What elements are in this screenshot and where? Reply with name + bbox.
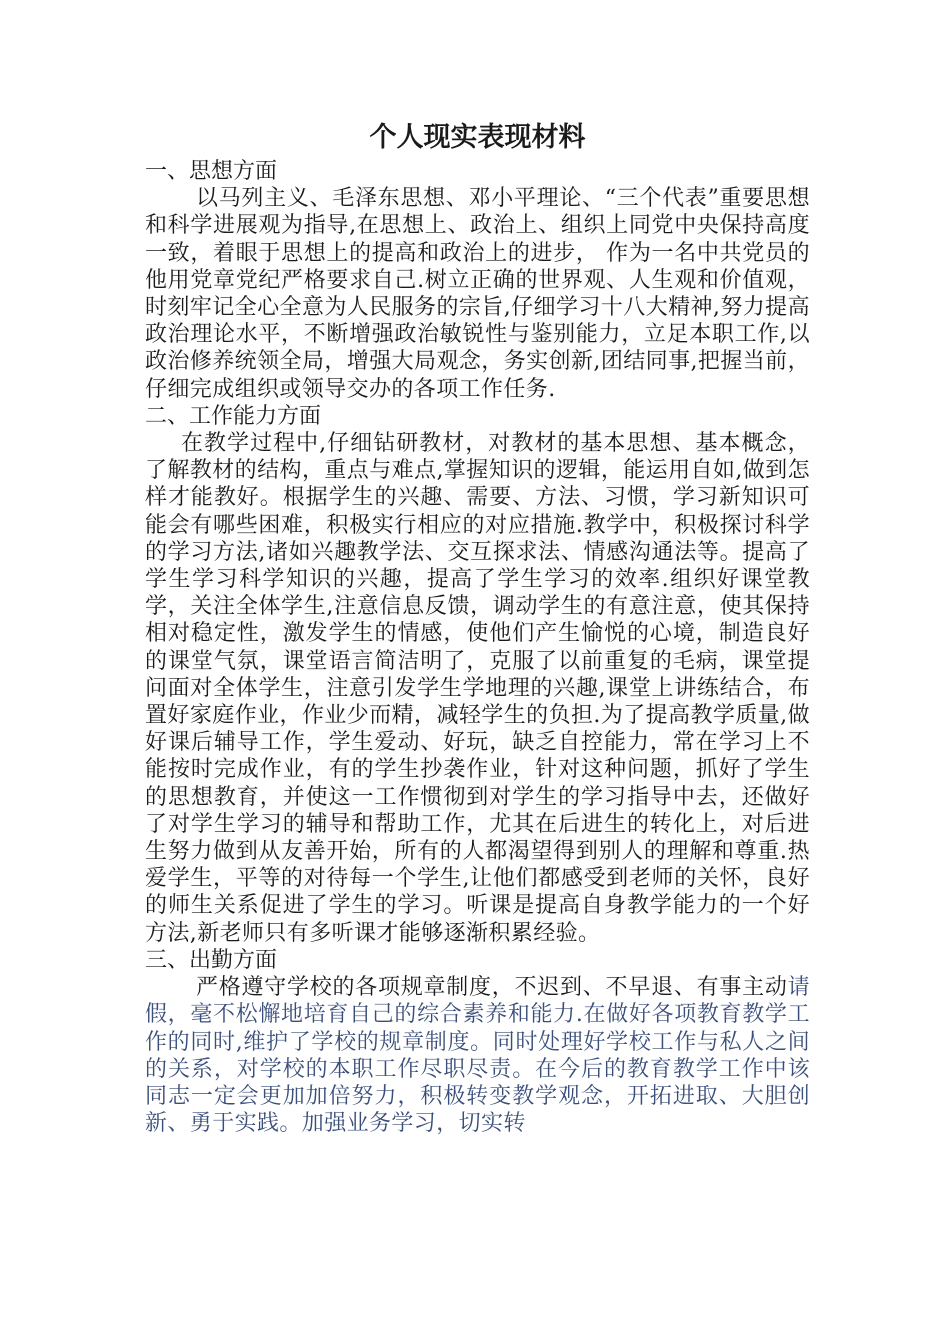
section-body-thought: 以马列主义、毛泽东思想、邓小平理论、“三个代表”重要思想和科学进展观为指导,在思想上、政治上、组织上同党中央保持高度一致，着眼于思想上的提高和政治上的进步， 作为一名中共党员的他用党章党纪严格要求自己.树立正确的世界观、人生观和价值观，时刻牢记全心全意为人民服务的宗旨,仔细学习十八大精神,努力提高政治理论水平，不断增强政治敏锐性与鉴别能力，立足本职工作,以政治修养统领全局，增强大局观念，务实创新,团结同事,把握当前，仔细完成组织或领导交办的各项工作任务. xyxy=(145,186,810,402)
attendance-text-dark: 严格遵守学校的各项规章制度，不迟到、不早退、有事主动 xyxy=(196,975,788,1001)
section-body-attendance xyxy=(145,974,810,1137)
attendance-text-blue: 请假，毫不松懈地培育自己的综合素养和能力.在做好各项教育教学工作的同时,维护了学校的规章制度。同时处理好学校工作与私人之间的关系，对学校的本职工作尽职尽责。在今后的教育教学工作中该同志一定会更加加倍努力，积极转变教学观念，开拓进取、大胆创新、勇于实践。加强业务学习，切实转 xyxy=(145,975,810,1137)
section-heading-work-ability: 二、工作能力方面 xyxy=(145,403,322,429)
section-thought xyxy=(145,158,810,403)
section-heading-thought: 一、思想方面 xyxy=(145,159,278,184)
section-body-work-ability: 在教学过程中,仔细钻研教材，对教材的基本思想、基本概念，了解教材的结构，重点与难点,掌握知识的逻辑，能运用自如,做到怎样才能教好。根据学生的兴趣、需要、方法、习惯，学习新知识可能会有哪些困难，积极实行相应的对应措施.教学中，积极探讨科学的学习方法,诸如兴趣教学法、交互探求法、情感沟通法等。提高了学生学习科学知识的兴趣，提高了学生学习的效率.组织好课堂教学，关注全体学生,注意信息反馈，调动学生的有意注意，使其保持相对稳定性，激发学生的情感，使他们产生愉悦的心境，制造良好的课堂气氛，课堂语言简洁明了，克服了以前重复的毛病，课堂提问面对全体学生，注意引发学生学地理的兴趣,课堂上讲练结合，布置好家庭作业，作业少而精，减轻学生的负担.为了提高教学质量,做好课后辅导工作，学生爱动、好玩，缺乏自控能力，常在学习上不能按时完成作业，有的学生抄袭作业，针对这种问题，抓好了学生的思想教育，并使这一工作惯彻到对学生的学习指导中去，还做好了对学生学习的辅导和帮助工作，尤其在后进生的转化上，对后进生努力做到从友善开始，所有的人都渴望得到别人的理解和尊重.热爱学生，平等的对待每一个学生,让他们都感受到老师的关怀，良好的师生关系促进了学生的学习。听课是提高自身教学能力的一个好方法,新老师只有多听课才能够逐渐积累经验。 xyxy=(145,431,810,946)
section-attendance xyxy=(145,947,810,1137)
document-title: 个人现实表现材料 xyxy=(369,122,586,153)
document-page xyxy=(145,118,810,1137)
section-work-ability xyxy=(145,403,810,947)
section-heading-attendance: 三、出勤方面 xyxy=(145,947,278,973)
